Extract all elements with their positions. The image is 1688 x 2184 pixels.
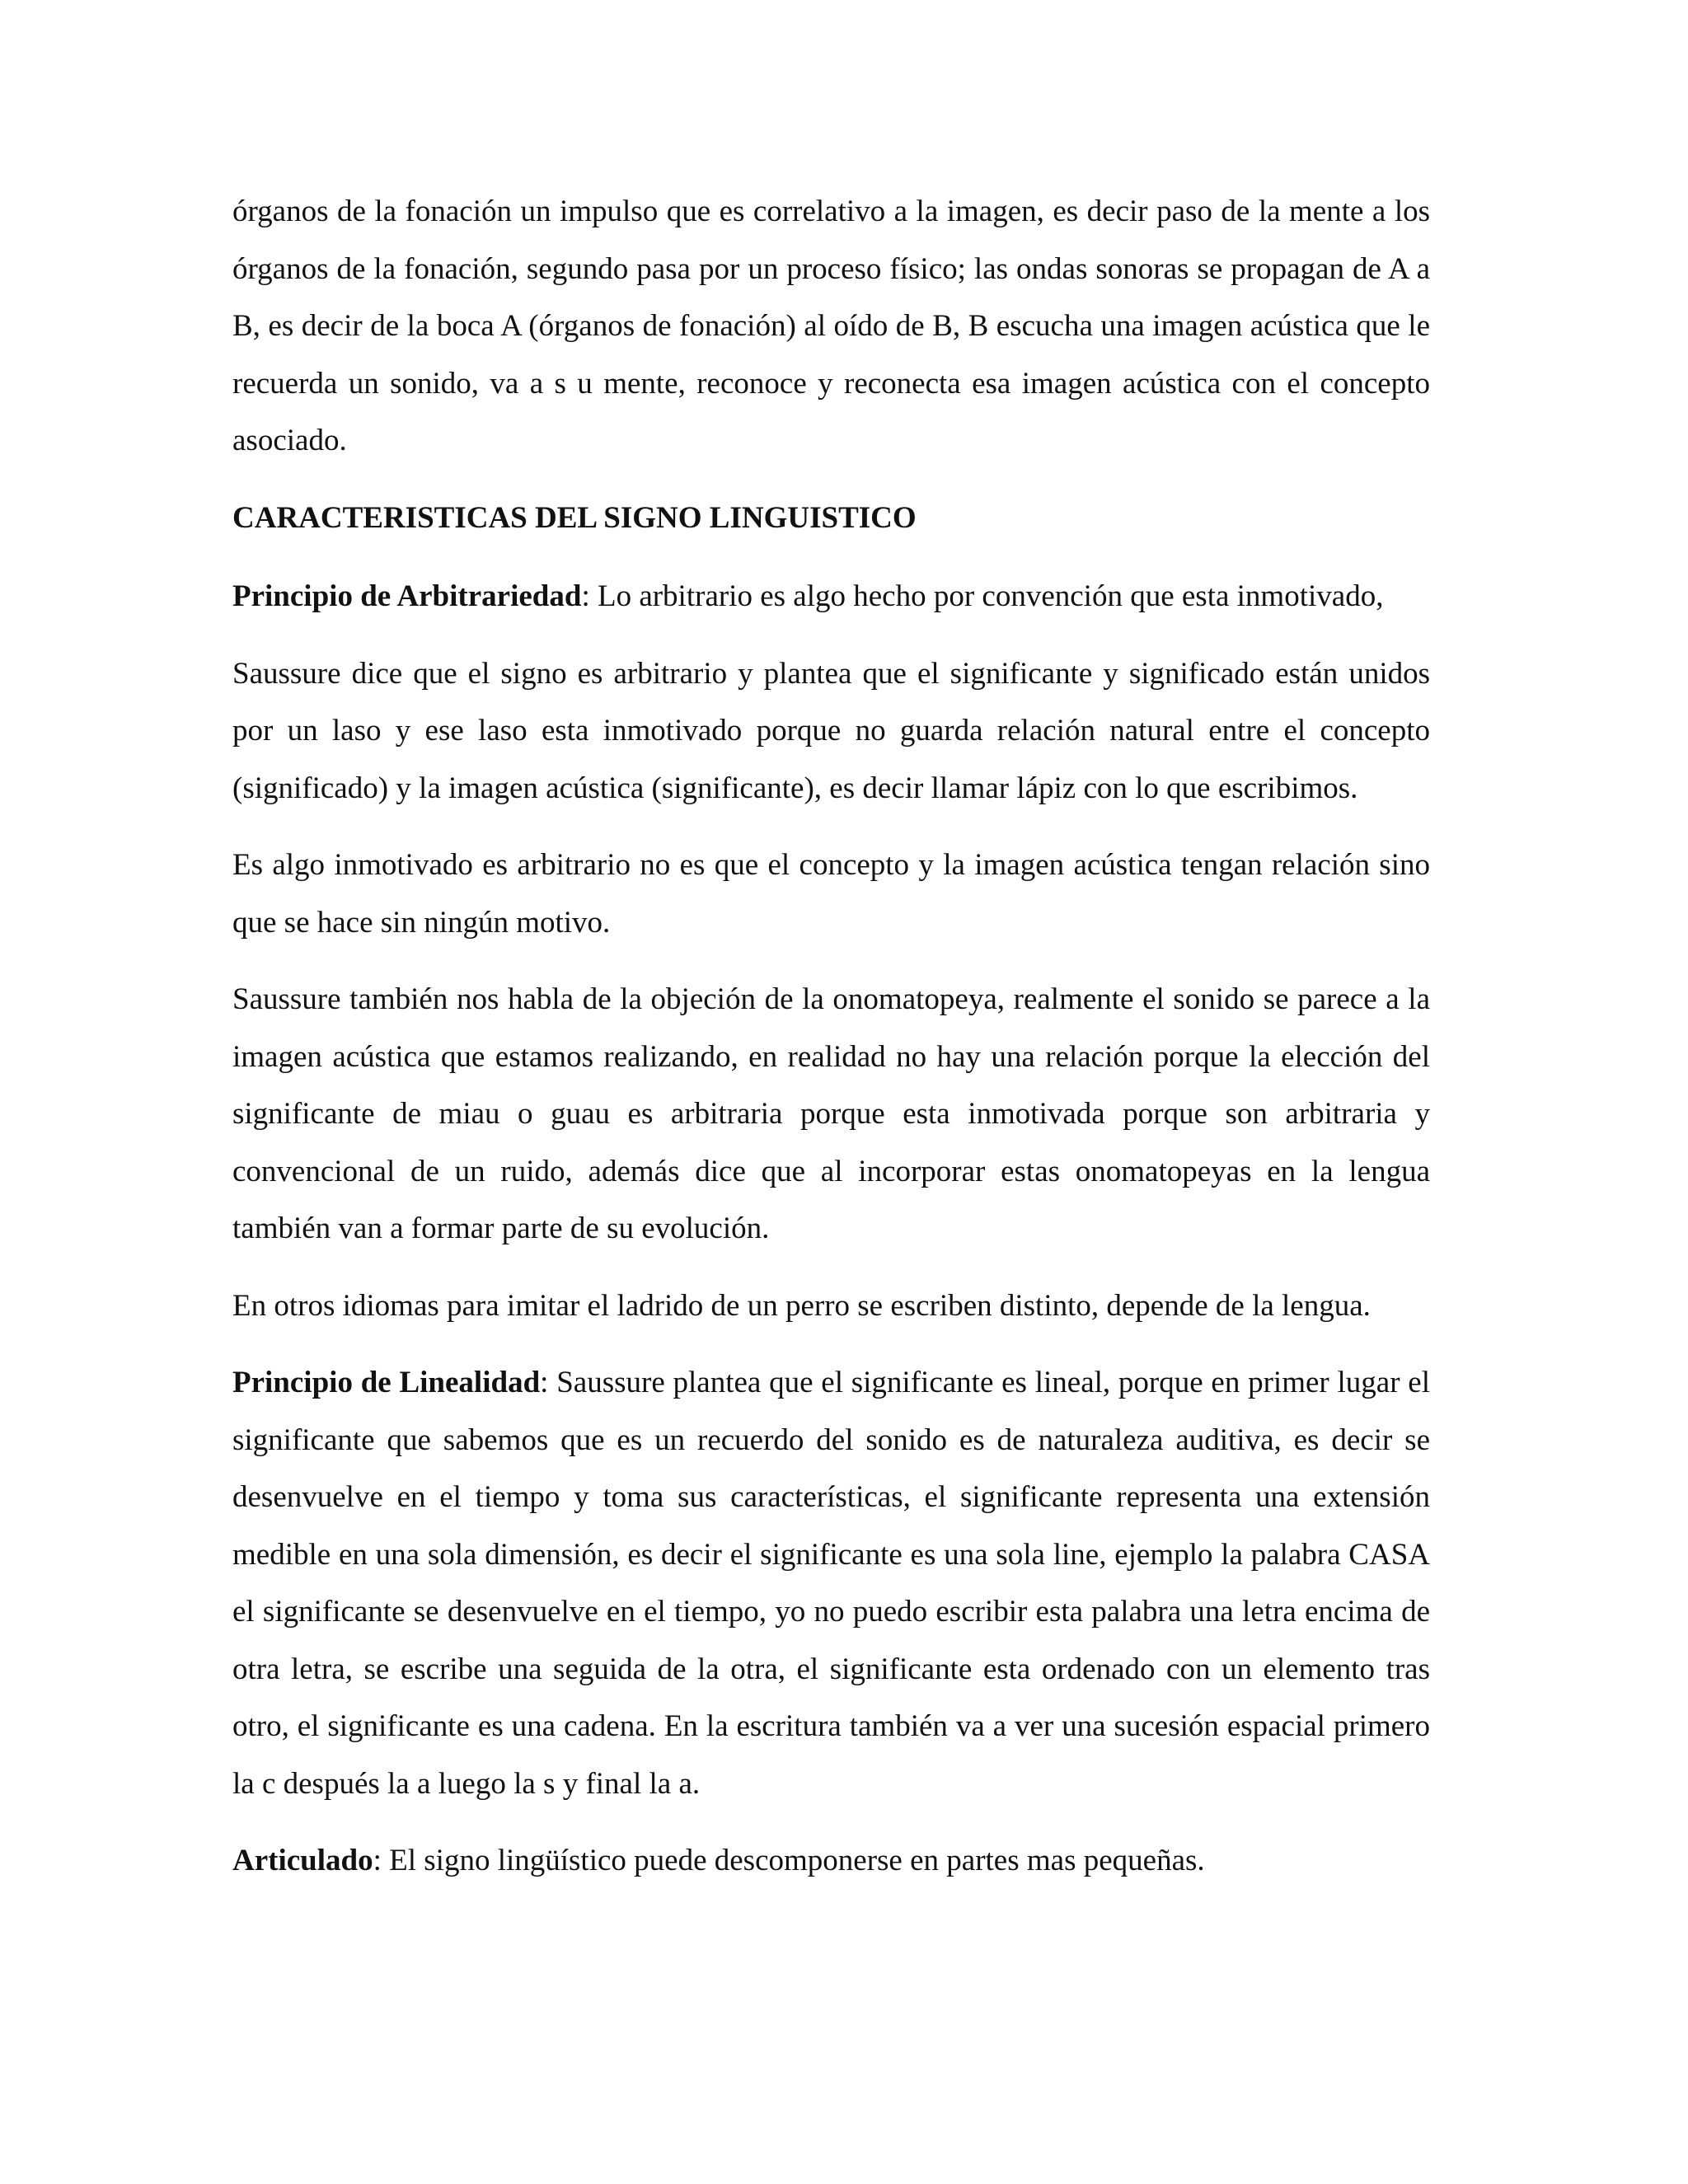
term-articulado: Articulado: [232, 1844, 373, 1877]
term-arbitrariedad: Principio de Arbitrariedad: [232, 579, 582, 613]
paragraph-text: : Lo arbitrario es algo hecho por convención que esta inmotivado,: [581, 579, 1384, 613]
paragraph-arbitrariedad: [232, 568, 1430, 626]
paragraph-text: En otros idiomas para imitar el ladrido de un perro se escriben distinto, depende de la lengua.: [232, 1288, 1371, 1323]
paragraph-text: : El signo lingüístico puede descomponerse en partes mas pequeñas.: [373, 1844, 1205, 1877]
document-body: [232, 183, 1430, 1910]
term-linealidad: Principio de Linealidad: [232, 1366, 541, 1399]
paragraph-otros-idiomas: [232, 1277, 1430, 1335]
paragraph-saussure-arbitrario: [232, 645, 1430, 818]
section-heading: [232, 490, 1430, 547]
paragraph-inmotivado: [232, 837, 1430, 951]
section-heading-text: CARACTERISTICAS DEL SIGNO LINGUISTICO: [232, 500, 917, 535]
paragraph-articulado: [232, 1832, 1430, 1890]
paragraph-text: Saussure también nos habla de la objeción de la onomatopeya, realmente el sonido se parece a la imagen acústica que estamos realizando, en realidad no hay una relación porque la elección del significante de miau o guau es arbitraria porque esta inmotivada porque son arbitraria y convencional de un ruido, además dice que al incorporar estas onomatopeyas en la lengua también van a formar parte de su evolución.: [232, 982, 1430, 1245]
paragraph-text: : Saussure plantea que el significante es lineal, porque en primer lugar el significante que sabemos que es un recuerdo del sonido es de naturaleza auditiva, es decir se desenvuelve en el tiempo y toma sus características, el significante representa una extensión medible en una sola dimensión, es decir el significante es una sola line, ejemplo la palabra CASA el significante se desenvuelve en el tiempo, yo no puedo escribir esta palabra una letra encima de otra letra, se escribe una seguida de la otra, el significante esta ordenado con un elemento tras otro, el significante es una cadena. En la escritura también va a ver una sucesión espacial primero la c después la a luego la s y final la a.: [232, 1366, 1430, 1801]
paragraph-phonation-process: [232, 183, 1430, 470]
paragraph-linealidad: [232, 1354, 1430, 1812]
paragraph-text: órganos de la fonación un impulso que es correlativo a la imagen, es decir paso de la mente a los órganos de la fonación, segundo pasa por un proceso físico; las ondas sonoras se propagan de A a B, es decir de la boca A (órganos de fonación) al oído de B, B escucha una imagen acústica que le recuerda un sonido, va a s u mente, reconoce y reconecta esa imagen acústica con el concepto asociado.: [232, 194, 1430, 457]
paragraph-text: Saussure dice que el signo es arbitrario y plantea que el significante y significado están unidos por un laso y ese laso esta inmotivado porque no guarda relación natural entre el concepto (significado) y la imagen acústica (significante), es decir llamar lápiz con lo que escribimos.: [232, 656, 1430, 805]
paragraph-text: Es algo inmotivado es arbitrario no es que el concepto y la imagen acústica tengan relación sino que se hace sin ningún motivo.: [232, 848, 1430, 940]
paragraph-onomatopeya: [232, 971, 1430, 1258]
